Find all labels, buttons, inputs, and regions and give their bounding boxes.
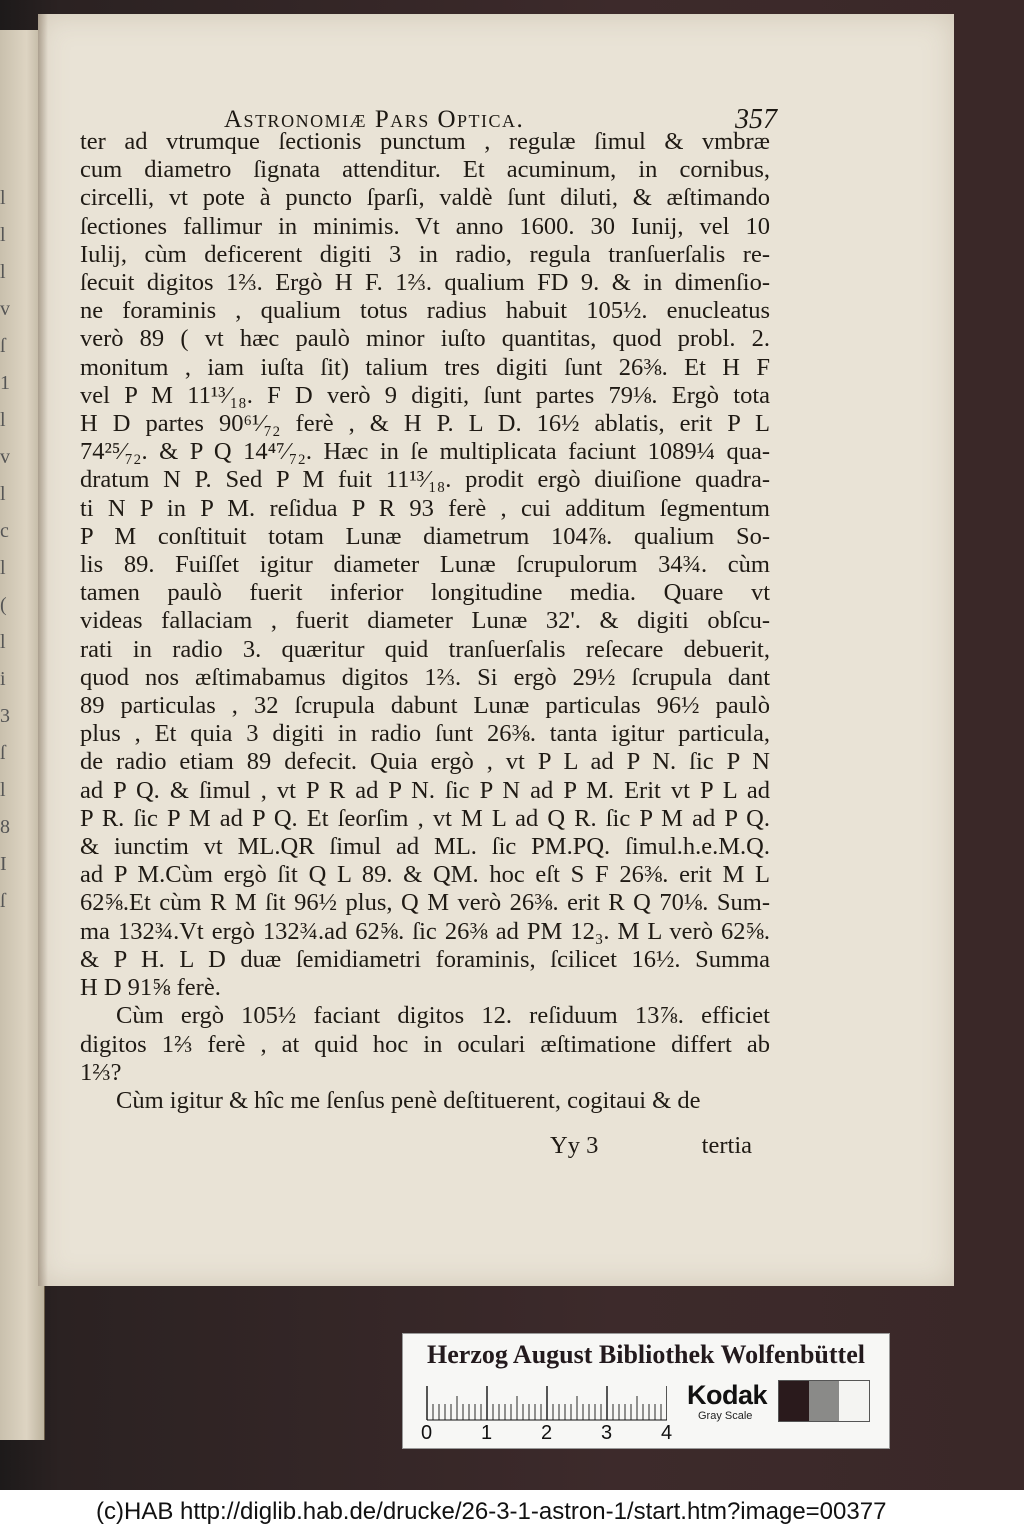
text-line: circelli, vt pote à puncto ſparſi, valdè ſunt diluti, & æſtimando	[80, 184, 770, 212]
text-line: 62⅝.Et cùm R M ſit 96½ plus, Q M verò 26⅜. erit R Q 70⅛. Sum-	[80, 889, 770, 917]
text-line: P M conſtituit totam Lunæ diametrum 104⅞. qualium So-	[80, 522, 770, 550]
text-line: ad P Q. & ſimul , vt P R ad P N. ſic P N ad P M. Erit vt P L ad	[80, 776, 770, 804]
text-line: 74²⁵⁄₇₂. & P Q 14⁴⁷⁄₇₂. Hæc in ſe multiplicata faciunt 1089¼ qua-	[80, 438, 770, 466]
text-line: ad P M.Cùm ergò ſit Q L 89. & QM. hoc eſt S F 26⅜. erit M L	[80, 861, 770, 889]
text-line: dratum N P. Sed P M fuit 11¹³⁄₁₈. prodit ergò diuiſione quadra-	[80, 466, 770, 494]
brand-logo: Kodak	[687, 1380, 768, 1410]
text-line: tamen paulò fuerit inferior longitudine media. Quare vt	[80, 579, 770, 607]
text-line: Cùm ergò 105½ faciant digitos 12. reſiduum 13⅞. efficiet	[116, 1002, 770, 1030]
ruler-digit: 2	[541, 1422, 553, 1444]
text-line: cum diametro ſignata attenditur. Et acuminum, in cornibus,	[80, 156, 770, 184]
page-number: 357	[735, 104, 777, 135]
text-line: digitos 1⅔ ferè , at quid hoc in oculari æſtimatione differt ab	[80, 1030, 770, 1058]
text-line: H D 91⅝ ferè.	[80, 974, 221, 1002]
text-line: & P H. L D duæ ſemidiametri foraminis, ſcilicet 16½. Summa	[80, 945, 770, 973]
text-line: 1⅔?	[80, 1058, 122, 1086]
ruler-digit: 1	[481, 1422, 493, 1444]
source-url-caption: (c)HAB http://diglib.hab.de/drucke/26-3-1-astron-1/start.htm?image=00377	[96, 1498, 887, 1525]
library-name: Herzog August Bibliothek Wolfenbüttel	[427, 1340, 865, 1369]
text-line: rati in radio 3. quæritur quid tranſuerſalis reſecare debuerit,	[80, 635, 770, 663]
text-line: lis 89. Fuiſſet igitur diameter Lunæ ſcrupulorum 34¾. cùm	[80, 551, 770, 579]
text-line: ti N P in P M. reſidua P R 93 ferè , cui additum ſegmentum	[80, 494, 770, 522]
signature-mark: Yy 3	[550, 1132, 599, 1159]
text-line: monitum , iam iuſta ſit) talium tres digiti ſunt 26⅜. Et H F	[80, 353, 770, 381]
text-line: 89 particulas , 32 ſcrupula dabunt Lunæ particulas 96½ paulò	[80, 692, 770, 720]
brand-subtitle: Gray Scale	[698, 1410, 753, 1422]
page-foot-line	[80, 1132, 752, 1162]
ruler-digits	[411, 1422, 671, 1446]
text-line: H D partes 90⁶¹⁄₇₂ ferè , & H P. L D. 16½ ablatis, erit P L	[80, 410, 770, 438]
ruler-digit: 3	[601, 1422, 613, 1444]
gray-swatch	[779, 1381, 809, 1421]
text-line: ſectiones fallimur in minimis. Vt anno 1600. 30 Iunij, vel 10	[80, 212, 770, 240]
text-line: quod nos æſtimabamus digitos 1⅔. Si ergò 29½ ſcrupula dant	[80, 663, 770, 691]
previous-page-margin-marks: l l l v ſ 1 l v l c l ( l i 3 ſ l 8 I ſ	[0, 187, 10, 912]
text-line: videas fallaciam , fuerit diameter Lunæ 32'. & digiti obſcu-	[80, 607, 770, 635]
gray-scale-swatches	[778, 1380, 870, 1422]
text-line: ne foraminis , qualium totus radius habuit 105½. enucleatus	[80, 297, 770, 325]
running-head: Astronomiæ Pars Optica.	[224, 106, 525, 133]
ruler-digit: 0	[421, 1422, 433, 1444]
text-line: & iunctim vt ML.QR ſimul ad ML. ſic PM.PQ. ſimul.h.e.M.Q.	[80, 833, 770, 861]
ruler-digit: 4	[661, 1422, 673, 1444]
gray-swatch	[809, 1381, 839, 1421]
catchword: tertia	[701, 1132, 752, 1159]
body-text	[80, 128, 770, 1115]
text-line: vel P M 11¹³⁄₁₈. F D verò 9 digiti, ſunt partes 79⅛. Ergò tota	[80, 381, 770, 409]
text-line: plus , Et quia 3 digiti in radio ſunt 26⅜. tanta igitur particula,	[80, 720, 770, 748]
text-line: verò 89 ( vt hæc paulò minor iuſto quantitas, quod probl. 2.	[80, 325, 770, 353]
text-line: de radio etiam 89 defecit. Quia ergò , vt P L ad P N. ſic P N	[80, 748, 770, 776]
text-line: P R. ſic P M ad P Q. Et ſeorſim , vt M L ad Q R. ſic P M ad P Q.	[80, 804, 770, 832]
text-line: ma 132¾.Vt ergò 132¾.ad 62⅝. ſic 26⅜ ad PM 12₃. M L verò 62⅝.	[80, 917, 770, 945]
text-line: Cùm igitur & hîc me ſenſus penè deſtituerent, cogitaui & de	[116, 1086, 701, 1114]
text-line: Iulij, cùm deficerent digiti 3 in radio, regula tranſuerſalis re-	[80, 240, 770, 268]
gray-swatch	[839, 1381, 869, 1421]
text-line: ſecuit digitos 1⅔. Ergò H F. 1⅔. qualium FD 9. & in dimenſio-	[80, 269, 770, 297]
color-scale-card	[402, 1333, 890, 1449]
text-line: ter ad vtrumque ſectionis punctum , regulæ ſimul & vmbræ	[80, 128, 770, 155]
footer-bar	[0, 1490, 1024, 1533]
